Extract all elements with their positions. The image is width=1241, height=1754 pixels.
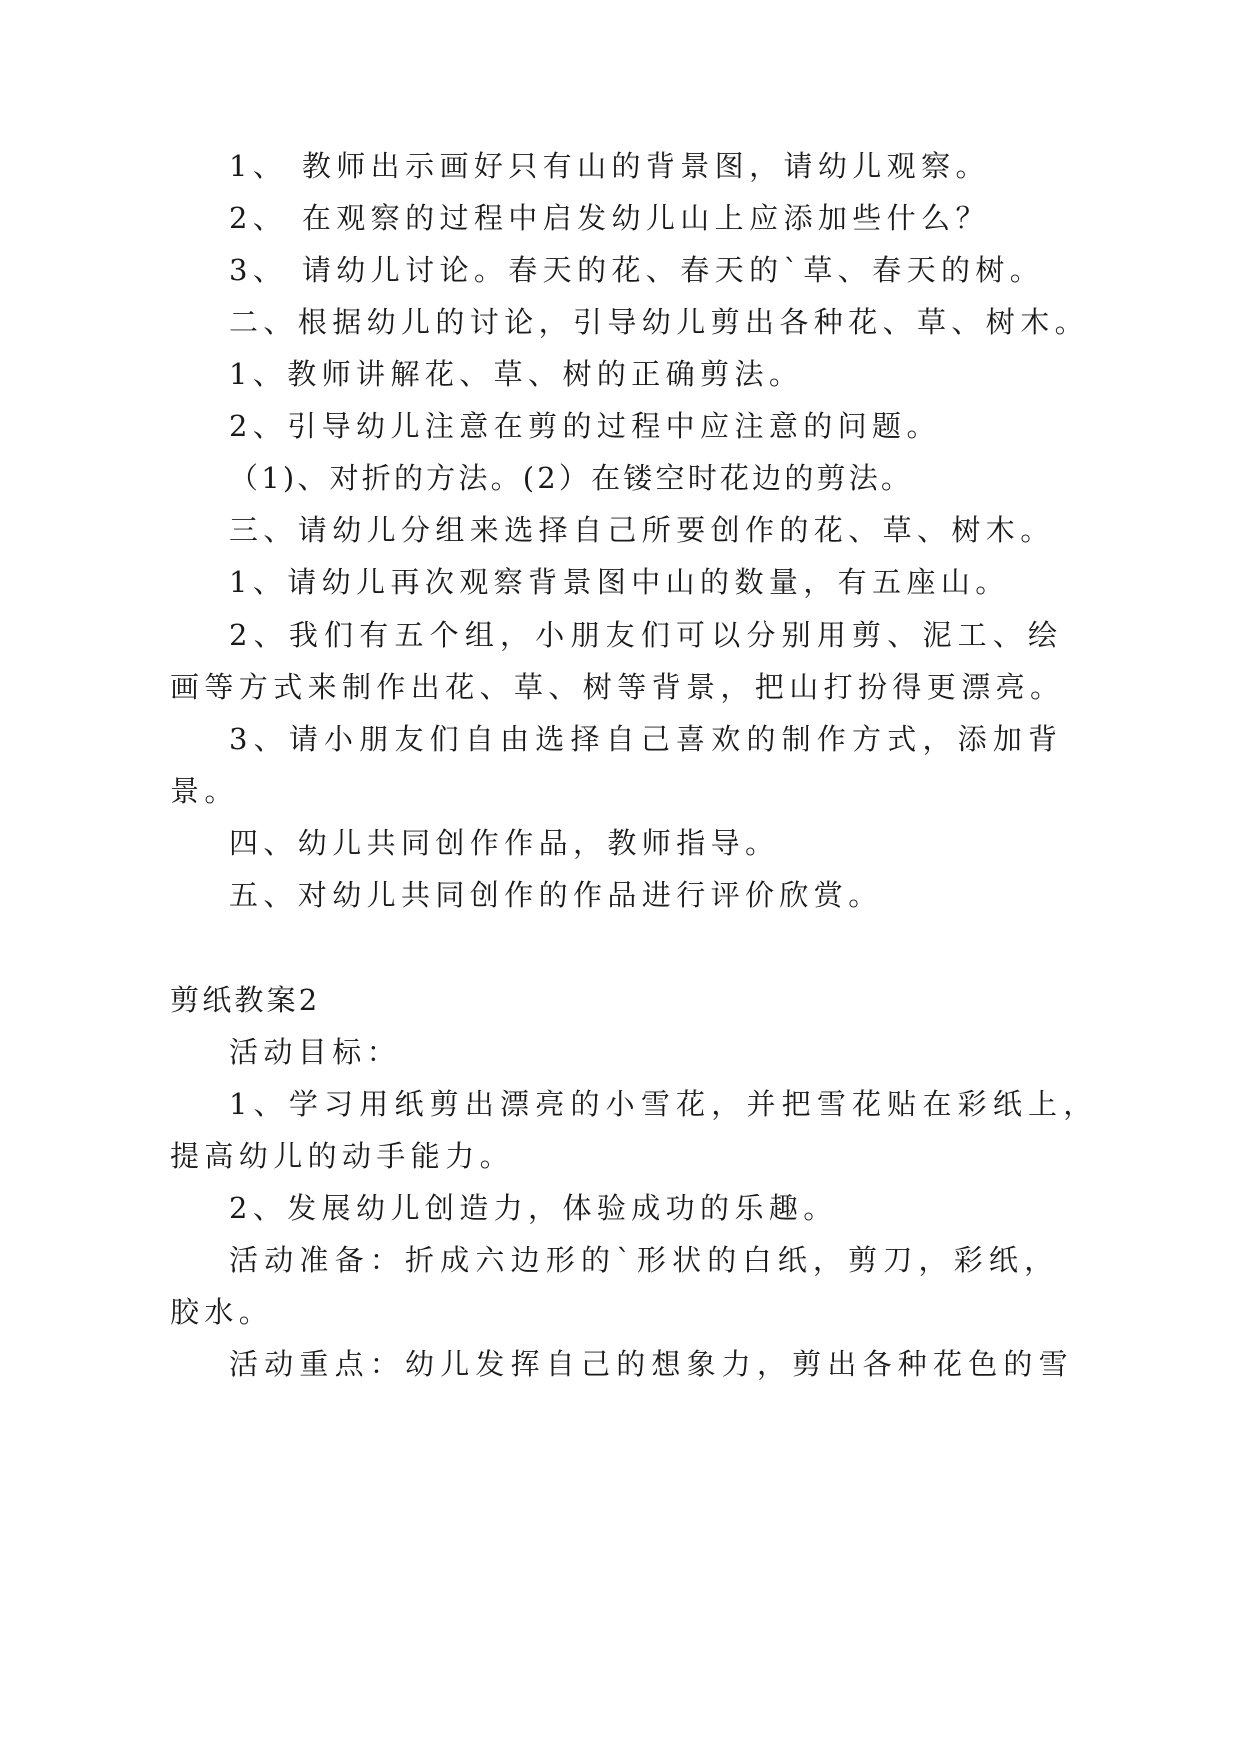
- section-3-item-1: 1、请幼儿再次观察背景图中山的数量，有五座山。: [229, 565, 1010, 599]
- section-3-item-2-cont: 画等方式来制作出花、草、树等背景，把山打扮得更漂亮。: [170, 670, 1065, 704]
- step-1-observe-background: 1、 教师出示画好只有山的背景图，请幼儿观察。: [229, 149, 990, 183]
- section-2-item-2-detail: （1)、对折的方法。(2）在镂空时花边的剪法。: [229, 461, 914, 495]
- section-3-item-3: 3、请小朋友们自由选择自己喜欢的制作方式，添加背: [229, 722, 1064, 756]
- activity-key-points: 活动重点：幼儿发挥自己的想象力，剪出各种花色的雪: [229, 1347, 1074, 1381]
- goal-1-cont: 提高幼儿的动手能力。: [170, 1139, 515, 1173]
- section-2-heading: 二、根据幼儿的讨论，引导幼儿剪出各种花、草、树木。: [229, 305, 1090, 339]
- section-2-item-2: 2、引导幼儿注意在剪的过程中应注意的问题。: [229, 409, 941, 443]
- goal-2: 2、发展幼儿创造力，体验成功的乐趣。: [229, 1191, 838, 1225]
- goal-1: 1、学习用纸剪出漂亮的小雪花，并把雪花贴在彩纸上，: [229, 1087, 1099, 1121]
- step-2-inspire-thinking: 2、 在观察的过程中启发幼儿山上应添加些什么？: [229, 201, 990, 235]
- lesson-plan-2-title: 剪纸教案2: [170, 983, 321, 1017]
- section-2-item-1: 1、教师讲解花、草、树的正确剪法。: [229, 357, 804, 391]
- section-3-item-3-cont: 景。: [170, 774, 239, 808]
- section-5-heading: 五、对幼儿共同创作的作品进行评价欣赏。: [229, 878, 883, 912]
- section-3-heading: 三、请幼儿分组来选择自己所要创作的花、草、树木。: [229, 513, 1055, 547]
- activity-goals-label: 活动目标：: [229, 1035, 402, 1069]
- section-4-heading: 四、幼儿共同创作作品，教师指导。: [229, 826, 780, 860]
- step-3-discussion: 3、 请幼儿讨论。春天的花、春天的`草、春天的树。: [229, 253, 1045, 287]
- activity-preparation-cont: 胶水。: [170, 1295, 274, 1329]
- section-3-item-2: 2、我们有五个组，小朋友们可以分别用剪、泥工、绘: [229, 618, 1064, 652]
- activity-preparation: 活动准备：折成六边形的`形状的白纸，剪刀，彩纸，: [229, 1243, 1060, 1277]
